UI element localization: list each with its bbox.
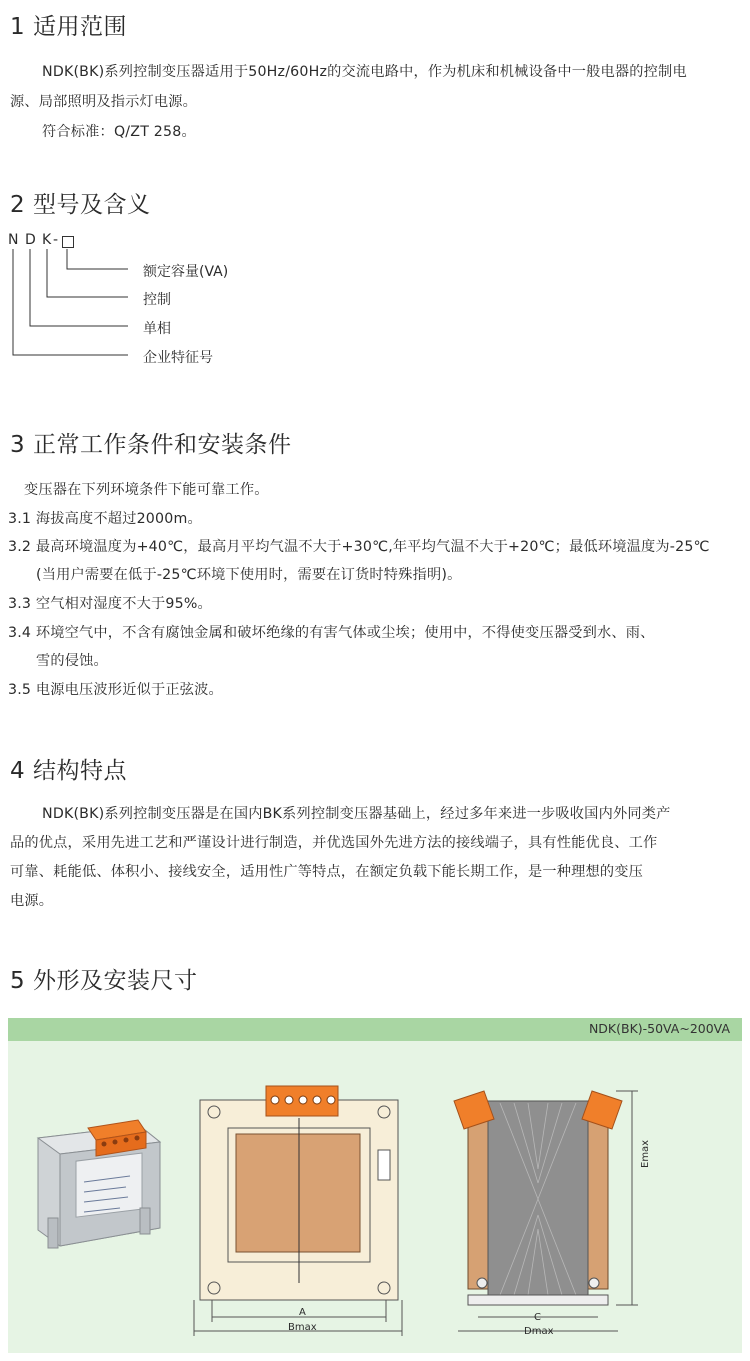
code-char-k: K: [42, 232, 52, 248]
section-3-item-3-2: 3.2 最高环境温度为+40℃，最高月平均气温不大于+30℃,年平均气温不大于+20℃；最低环境温度为-25℃: [8, 539, 710, 555]
section-4-heading: 4 结构特点: [10, 758, 127, 784]
section-1-paragraph-line-2: 源、局部照明及指示灯电源。: [10, 94, 198, 110]
side-view-drawing: [438, 1073, 648, 1343]
section-3-item-3-2-cont: (当用户需要在低于-25℃环境下使用时，需要在订货时特殊指明)。: [36, 567, 462, 583]
section-1-heading: 1 适用范围: [10, 14, 127, 40]
section-4-line-2: 品的优点，采用先进工艺和严谨设计进行制造，并优选国外先进方法的接线端子，具有性能优良、工作: [10, 835, 658, 851]
section-3-heading: 3 正常工作条件和安装条件: [10, 432, 292, 458]
legend-rated-capacity: 额定容量(VA): [143, 264, 229, 280]
section-4-line-3: 可靠、耗能低、体积小、接线安全，适用性广等特点，在额定负载下能长期工作，是一种理想的变压: [10, 864, 644, 880]
legend-single-phase: 单相: [143, 321, 171, 337]
section-1-standard: 符合标准：Q/ZT 258。: [42, 124, 196, 140]
transformer-photo: [20, 1098, 170, 1268]
code-char-d: D: [25, 232, 36, 248]
dimension-figure-panel: [8, 1018, 742, 1353]
section-4-line-4: 电源。: [10, 893, 54, 909]
code-char-n: N: [8, 232, 19, 248]
section-5-heading: 5 外形及安装尺寸: [10, 968, 198, 994]
section-4-line-1: NDK(BK)系列控制变压器是在国内BK系列控制变压器基础上，经过多年来进一步吸收国内外同类产: [42, 806, 671, 822]
dim-label-emax: Emax: [640, 1139, 651, 1168]
legend-control: 控制: [143, 292, 171, 308]
section-2-heading: 2 型号及含义: [10, 192, 151, 218]
legend-enterprise-code: 企业特征号: [143, 350, 213, 366]
front-view-drawing: [188, 1078, 428, 1338]
dim-label-c: C: [534, 1312, 541, 1323]
code-bracket-lines: [0, 240, 150, 380]
section-1-paragraph-line-1: NDK(BK)系列控制变压器适用于50Hz/60Hz的交流电路中，作为机床和机械设备中一般电器的控制电: [42, 64, 687, 80]
section-3-item-3-3: 3.3 空气相对湿度不大于95%。: [8, 596, 212, 612]
figure-caption-bar: [8, 1018, 742, 1041]
figure-caption: NDK(BK)-50VA~200VA: [588, 1021, 730, 1036]
section-3-item-3-4: 3.4 环境空气中，不含有腐蚀金属和破坏绝缘的有害气体或尘埃；使用中，不得使变压器受到水、雨、: [8, 625, 655, 641]
dim-label-a: A: [299, 1307, 306, 1318]
dim-label-bmax: Bmax: [288, 1322, 317, 1333]
section-3-intro: 变压器在下列环境条件下能可靠工作。: [24, 482, 269, 498]
code-char-dash: -: [53, 232, 59, 248]
section-3-item-3-5: 3.5 电源电压波形近似于正弦波。: [8, 682, 223, 698]
section-3-item-3-1: 3.1 海拔高度不超过2000m。: [8, 511, 202, 527]
dim-label-dmax: Dmax: [524, 1326, 554, 1337]
section-3-item-3-4-cont: 雪的侵蚀。: [36, 653, 108, 669]
